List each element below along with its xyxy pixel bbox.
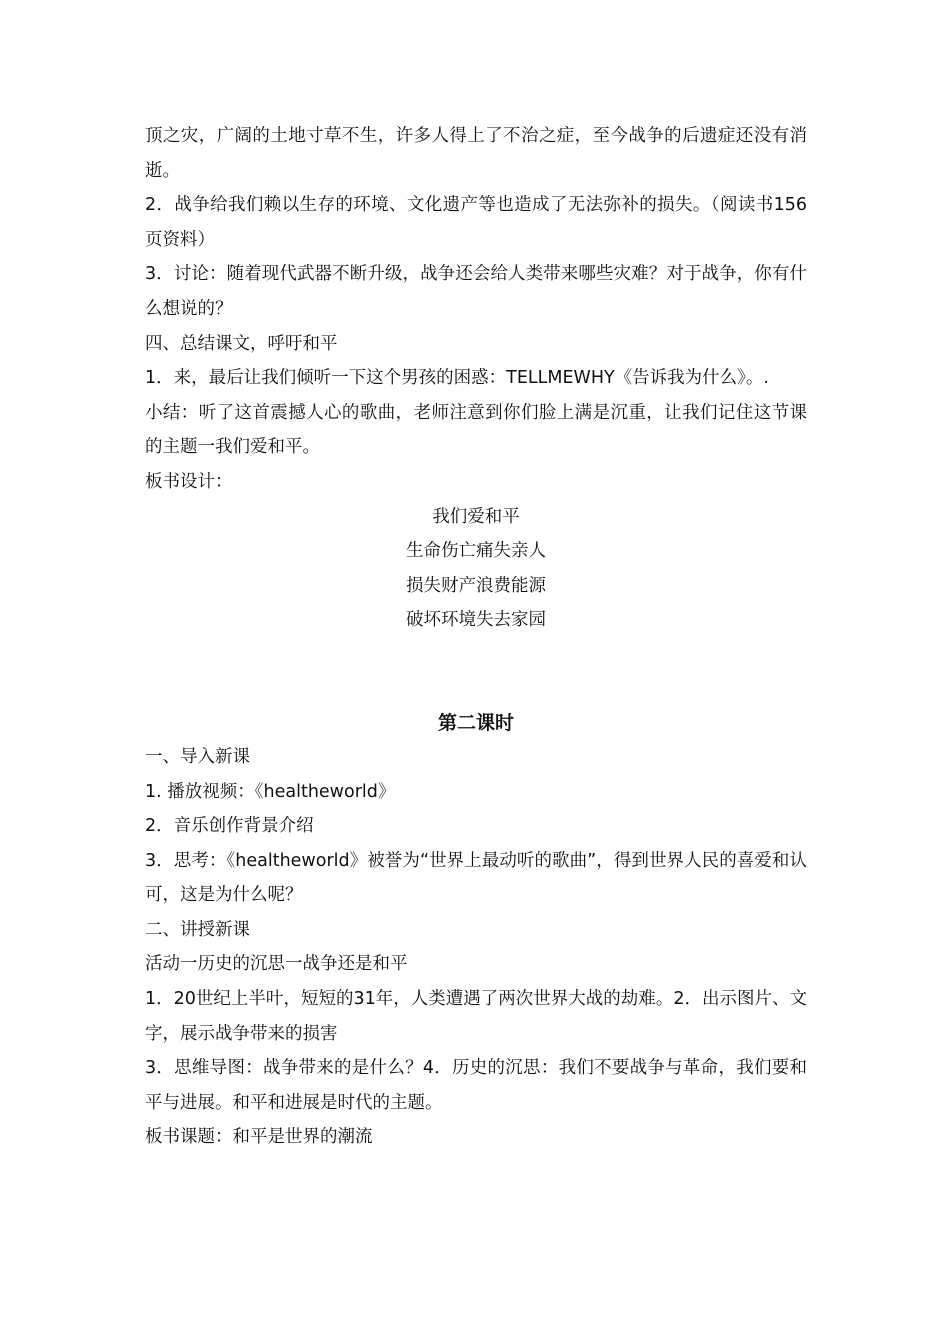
activity-one-heading: 活动一历史的沉思一战争还是和平 <box>145 954 408 975</box>
board-line-life: 生命伤亡痛失亲人 <box>406 541 546 562</box>
board-topic: 板书课题：和平是世界的潮流 <box>145 1127 373 1148</box>
paragraph-cultural-loss: 2．战争给我们赖以生存的环境、文化遗产等也造成了无法弥补的损失。（阅读书156页资料） <box>145 195 807 250</box>
document-body <box>145 119 807 1155</box>
paragraph-war-aftermath: 顶之灾，广阔的土地寸草不生，许多人得上了不治之症，至今战争的后遗症还没有消逝。 <box>145 126 807 181</box>
board-line-property: 损失财产浪费能源 <box>406 575 546 596</box>
paragraph-play-video: 1. 播放视频：《healtheworld》 <box>145 781 396 802</box>
paragraph-think: 3．思考：《healtheworld》被誉为“世界上最动听的歌曲”，得到世界人民的喜爱和认可，这是为什么呢？ <box>145 850 807 906</box>
board-line-environment: 破坏环境失去家园 <box>406 610 546 631</box>
paragraph-mind-map: 3．思维导图：战争带来的是什么？4．历史的沉思：我们不要战争与革命，我们要和平与进展。和平和进展是时代的主题。 <box>145 1058 807 1113</box>
paragraph-discussion: 3．讨论：随着现代武器不断升级，战争还会给人类带来哪些灾难？对于战争，你有什么想说的？ <box>145 264 807 319</box>
paragraph-summary: 小结：听了这首震撼人心的歌曲，老师注意到你们脸上满是沉重，让我们记住这节课的主题一我们爱和平。 <box>145 402 807 458</box>
paragraph-background: 2．音乐创作背景介绍 <box>145 816 314 837</box>
section-summary-heading: 四、总结课文，呼吁和平 <box>145 333 338 354</box>
section-lecture-heading: 二、讲授新课 <box>145 919 250 940</box>
spacer <box>145 638 807 706</box>
paragraph-world-wars: 1．20世纪上半叶，短短的31年，人类遭遇了两次世界大战的劫难。2．出示图片、文字，展示战争带来的损害 <box>145 989 807 1044</box>
board-design <box>145 500 807 638</box>
board-line-title: 我们爱和平 <box>432 506 520 527</box>
paragraph-tell-me-why: 1．来，最后让我们倾听一下这个男孩的困惑：TELLMEWHY《告诉我为什么》。. <box>145 368 769 389</box>
section-intro-heading: 一、导入新课 <box>145 746 250 767</box>
section-title: 第二课时 <box>437 711 514 734</box>
board-design-label: 板书设计： <box>145 471 233 492</box>
